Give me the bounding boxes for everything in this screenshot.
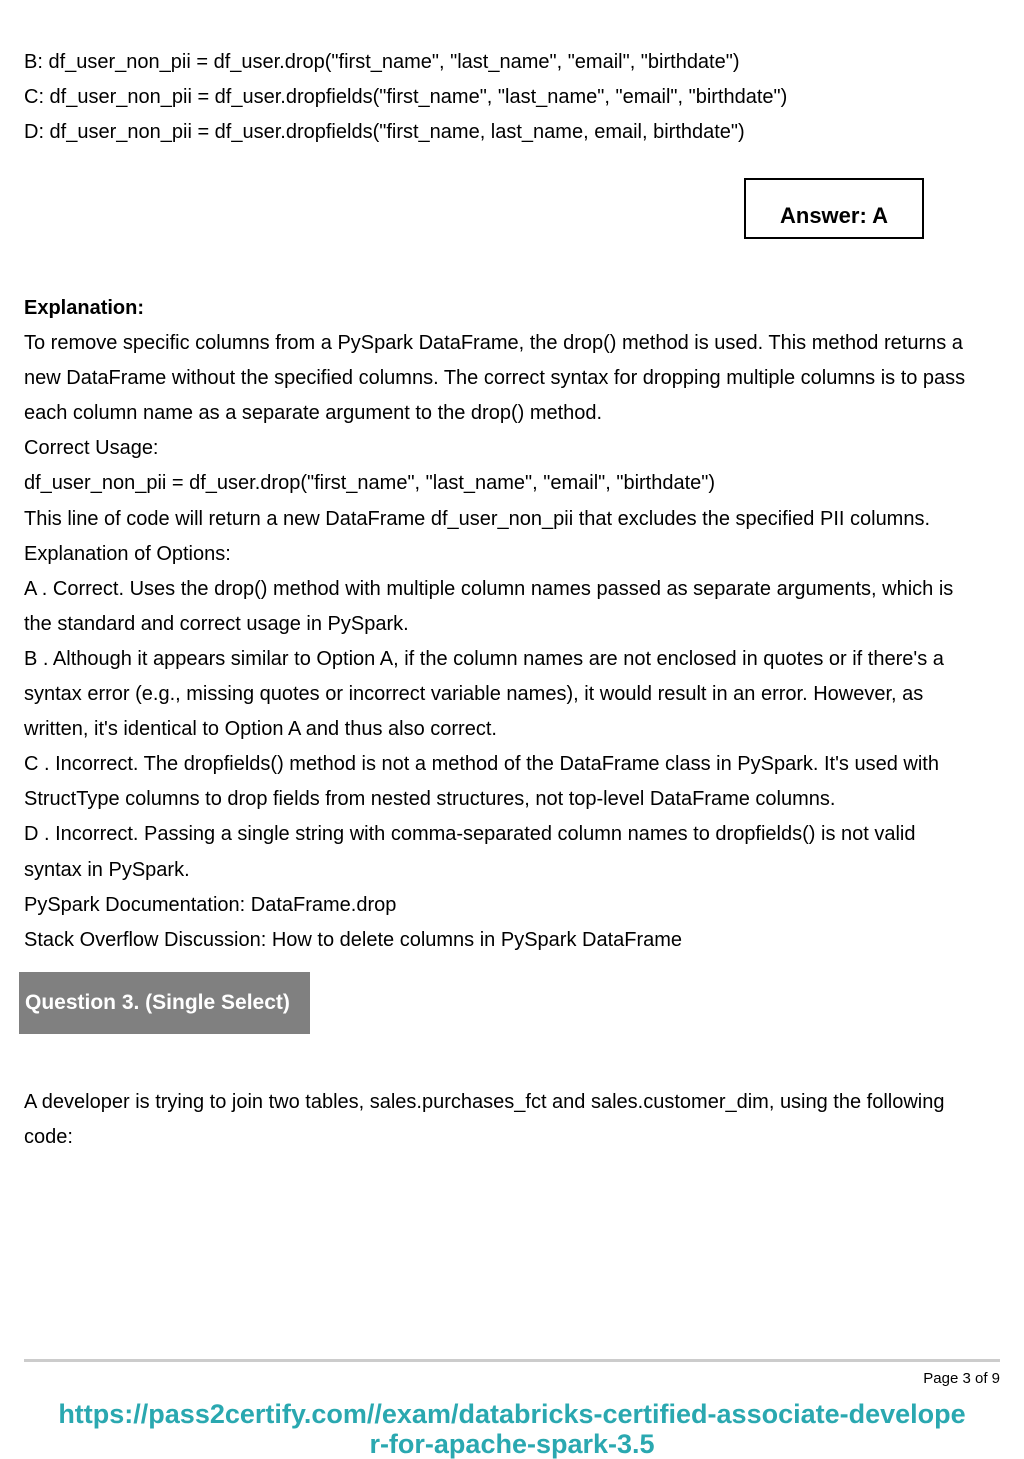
explanation-line: written, it's identical to Option A and thus also correct. bbox=[24, 718, 497, 741]
explanation-line: This line of code will return a new DataFrame df_user_non_pii that excludes the specified PII columns. bbox=[24, 507, 931, 530]
explanation-heading: Explanation: bbox=[24, 297, 145, 319]
option-b: B: df_user_non_pii = df_user.drop("first_name", "last_name", "email", "birthdate") bbox=[24, 51, 740, 73]
explanation-line: D . Incorrect. Passing a single string with comma-separated column names to dropfields() is not valid bbox=[24, 823, 916, 846]
page-number: Page 3 of 9 bbox=[923, 1370, 1000, 1387]
question-line: code: bbox=[24, 1126, 73, 1148]
explanation-line: Correct Usage: bbox=[24, 437, 159, 460]
explanation-line: To remove specific columns from a PySpark DataFrame, the drop() method is used. This method returns a bbox=[24, 332, 963, 354]
explanation-line: df_user_non_pii = df_user.drop("first_name", "last_name", "email", "birthdate") bbox=[24, 472, 716, 495]
footer-url[interactable]: https://pass2certify.com//exam/databricks-certified-associate-develope bbox=[58, 1399, 966, 1429]
question-header: Question 3. (Single Select) bbox=[19, 972, 310, 1034]
question-line: A developer is trying to join two tables, sales.purchases_fct and sales.customer_dim, using the following bbox=[24, 1091, 945, 1113]
answer-box: Answer: A bbox=[744, 178, 924, 239]
explanation-line: each column name as a separate argument to the drop() method. bbox=[24, 402, 603, 425]
explanation-line: new DataFrame without the specified columns. The correct syntax for dropping multiple columns is to pass bbox=[24, 367, 966, 390]
explanation-line: B . Although it appears similar to Option A, if the column names are not enclosed in quotes or if there's a bbox=[24, 647, 944, 670]
explanation-line: C . Incorrect. The dropfields() method is not a method of the DataFrame class in PySpark. It's used with bbox=[24, 753, 939, 776]
explanation-line: Explanation of Options: bbox=[24, 542, 231, 565]
explanation-line: the standard and correct usage in PySpark. bbox=[24, 612, 409, 635]
explanation-line: PySpark Documentation: DataFrame.drop bbox=[24, 893, 397, 916]
explanation-line: syntax in PySpark. bbox=[24, 858, 190, 881]
explanation-line: syntax error (e.g., missing quotes or incorrect variable names), it would result in an error. However, as bbox=[24, 683, 924, 705]
footer-url-cont[interactable]: r-for-apache-spark-3.5 bbox=[369, 1429, 655, 1459]
explanation-line: A . Correct. Uses the drop() method with multiple column names passed as separate arguments, which is bbox=[24, 577, 954, 600]
explanation-line: Stack Overflow Discussion: How to delete columns in PySpark DataFrame bbox=[24, 928, 683, 951]
explanation-line: StructType columns to drop fields from nested structures, not top-level DataFrame columns. bbox=[24, 788, 836, 811]
option-c: C: df_user_non_pii = df_user.dropfields("first_name", "last_name", "email", "birthdate") bbox=[24, 86, 788, 108]
footer-divider bbox=[24, 1359, 1000, 1362]
option-d: D: df_user_non_pii = df_user.dropfields("first_name, last_name, email, birthdate") bbox=[24, 121, 745, 143]
